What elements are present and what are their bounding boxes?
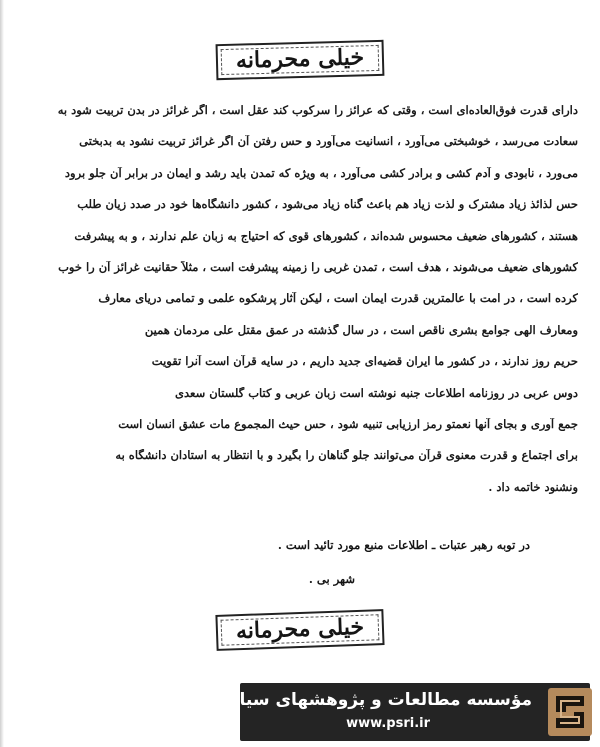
body-line: حریم روز ندارند ، در کشور ما ایران قضیه‌ای جدید داریم ، در سایه قرآن است آنرا تقویت xyxy=(151,355,578,369)
body-line: دوس عربی در روزنامه اطلاعات جنبه نوشته است زبان عربی و کتاب گلستان سعدی xyxy=(175,386,578,400)
body-line: حس لذائذ زیاد مشترک و لذت زیاد هم باعث گناه زیاد می‌شود ، کشور دانشگاه‌ها خود در صدد زیان طلب xyxy=(77,198,578,212)
body-line: کشورهای ضعیف می‌شوند ، هدف است ، تمدن غربی را زمینه پیشرفت است ، مثلاً حقانیت غرائز آن را خوب xyxy=(58,260,578,274)
body-line: هستند ، کشورهای ضعیف محسوس شده‌اند ، کشورهای قوی که احتیاج به زبان علم ندارند ، و به پیشرفت xyxy=(74,229,578,243)
signature-line: شهر بی . xyxy=(308,572,355,586)
psri-logo-icon xyxy=(548,688,592,736)
body-line: دارای قدرت فوق‌العاده‌ای است ، وقتی که عرائز را سرکوب کند عقل است ، اگر غرائز در بدن تربیت شود به xyxy=(57,104,578,117)
body-line: ونشنود خاتمه داد . xyxy=(488,480,578,494)
body-line: می‌ورد ، نابودی و آدم کشی و برادر کشی می‌آورد ، به ویژه که تمدن باید رشد و ایمان در برابر آن جلو برود xyxy=(64,166,578,180)
institute-url: www.psri.ir xyxy=(346,716,430,731)
bottom-classification-stamp: خیلی محرمانه xyxy=(215,609,384,651)
scan-edge xyxy=(0,0,4,747)
body-line: جمع آوری و بجای آنها نعمتو رمز ارزیابی تنبیه شود ، حس حیث المجموع مات عشق انسان است xyxy=(118,417,578,431)
body-line: برای اجتماع و قدرت معنوی قرآن می‌توانند جلو گناهان را بگیرد و با انتظار به استادان دانشگاه به xyxy=(115,449,578,463)
letter-body xyxy=(22,104,578,508)
body-line: کرده است ، در امت با عالمترین قدرت ایمان است ، لیکن آثار پرشکوه علمی و تمامی دریای معارف xyxy=(98,292,578,306)
body-line: سعادت می‌رسد ، خوشبختی می‌آورد ، انسانیت می‌آورد و حس رفتن آن اگر غرائز تربیت نشود به بدبختی xyxy=(79,135,578,149)
source-note: در توبه رهبر عتبات ـ اطلاعات منبع مورد تائید است . xyxy=(277,538,530,552)
body-line: ومعارف الهی جوامع بشری ناقص است ، در سال گذشته در عمق مقتل علی مردمان همین xyxy=(144,323,578,337)
institute-name: مؤسسه مطالعات و پژوهشهای سیاسی xyxy=(205,690,532,710)
top-classification-stamp: خیلی محرمانه xyxy=(216,40,385,80)
